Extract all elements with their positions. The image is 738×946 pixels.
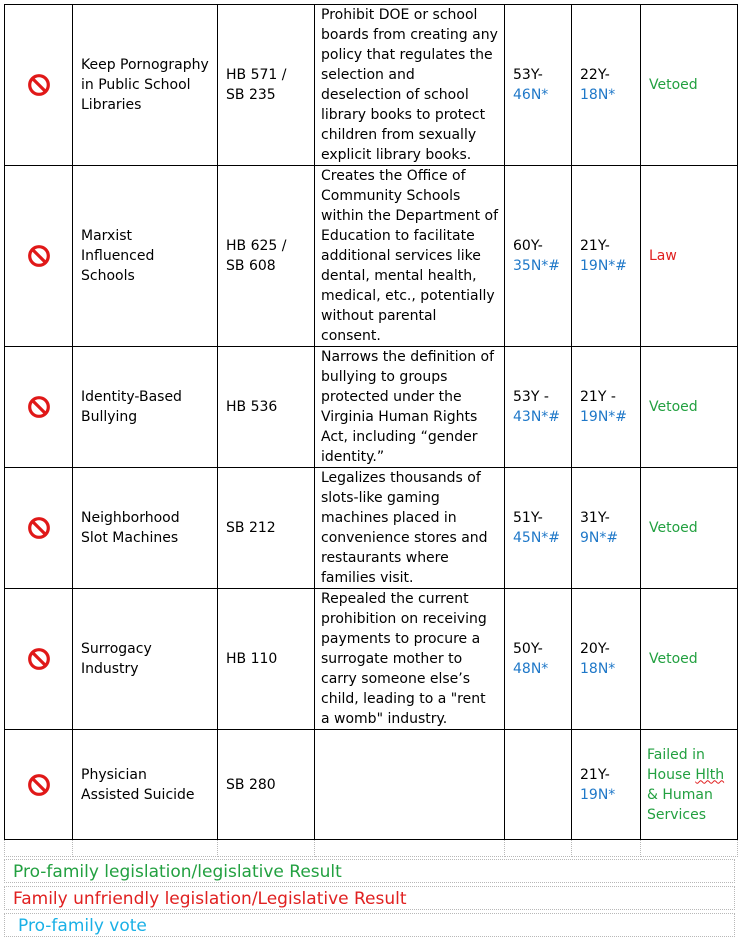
table-row xyxy=(5,5,738,166)
prohibited-icon xyxy=(5,5,73,166)
house-no: 35N*# xyxy=(513,258,561,274)
senate-yes: 21Y- xyxy=(580,238,610,254)
bill-result xyxy=(641,730,738,840)
senate-yes: 21Y- xyxy=(580,766,610,783)
house-yes: 51Y- xyxy=(513,510,543,526)
house-no: 43N*# xyxy=(513,409,561,425)
house-yes: 60Y- xyxy=(513,238,543,254)
senate-yes: 21Y - xyxy=(580,389,616,405)
bill-number: HB 110 xyxy=(218,589,315,730)
legend-pro-family-vote: Pro-family vote xyxy=(4,913,735,937)
bill-title: Physician Assisted Suicide xyxy=(73,730,218,840)
table-row xyxy=(5,589,738,730)
bill-title: Keep Pornography in Public School Libraries xyxy=(73,5,218,166)
senate-vote xyxy=(572,5,641,166)
table-row xyxy=(5,468,738,589)
senate-vote xyxy=(572,589,641,730)
house-vote xyxy=(505,730,572,840)
bill-description: Creates the Office of Community Schools within the Department of Education to facilitate additional services like dental, mental health, medical, etc., potentially without parental consent. xyxy=(315,166,505,347)
bill-title: Surrogacy Industry xyxy=(73,589,218,730)
prohibited-icon xyxy=(5,347,73,468)
house-vote xyxy=(505,589,572,730)
prohibited-icon xyxy=(5,166,73,347)
table-row xyxy=(5,347,738,468)
result-line-2b: Hlth xyxy=(695,766,725,783)
senate-no: 9N*# xyxy=(580,530,619,546)
bill-number: SB 212 xyxy=(218,468,315,589)
result-line-1: Failed in xyxy=(647,746,705,763)
senate-vote xyxy=(572,347,641,468)
house-vote xyxy=(505,347,572,468)
bill-title: Neighborhood Slot Machines xyxy=(73,468,218,589)
bill-description xyxy=(315,730,505,840)
senate-no: 18N* xyxy=(580,661,616,677)
house-vote xyxy=(505,5,572,166)
table-row xyxy=(5,166,738,347)
house-no: 45N*# xyxy=(513,530,561,546)
bill-result: Vetoed xyxy=(641,347,738,468)
bill-result: Vetoed xyxy=(641,589,738,730)
prohibited-icon xyxy=(5,589,73,730)
bill-title: Identity-Based Bullying xyxy=(73,347,218,468)
house-vote xyxy=(505,468,572,589)
legend-family-unfriendly: Family unfriendly legislation/Legislative Result xyxy=(4,886,735,910)
prohibited-icon xyxy=(5,468,73,589)
house-no: 46N* xyxy=(513,87,549,103)
bill-description: Repealed the current prohibition on receiving payments to procure a surrogate mother to carry someone else’s child, leading to a "rent a womb" industry. xyxy=(315,589,505,730)
bill-number: SB 280 xyxy=(218,730,315,840)
bill-description: Prohibit DOE or school boards from creating any policy that regulates the selection and deselection of school library books to protect children from sexually explicit library books. xyxy=(315,5,505,166)
senate-vote xyxy=(572,166,641,347)
senate-no: 19N* xyxy=(580,786,616,803)
spacer-row xyxy=(5,840,738,857)
bills-table xyxy=(4,4,738,857)
bill-result: Vetoed xyxy=(641,468,738,589)
bill-number: HB 536 xyxy=(218,347,315,468)
senate-no: 19N*# xyxy=(580,258,628,274)
senate-yes: 20Y- xyxy=(580,641,610,657)
bill-result: Law xyxy=(641,166,738,347)
senate-yes: 31Y- xyxy=(580,510,610,526)
house-vote xyxy=(505,166,572,347)
house-no: 48N* xyxy=(513,661,549,677)
bill-description: Legalizes thousands of slots-like gaming machines placed in convenience stores and restaurants where families visit. xyxy=(315,468,505,589)
senate-vote xyxy=(572,730,641,840)
bill-result: Vetoed xyxy=(641,5,738,166)
bill-title: Marxist Influenced Schools xyxy=(73,166,218,347)
senate-no: 18N* xyxy=(580,87,616,103)
legend-pro-family: Pro-family legislation/legislative Result xyxy=(4,859,735,883)
senate-no: 19N*# xyxy=(580,409,628,425)
result-line-4: Services xyxy=(647,806,707,823)
senate-vote xyxy=(572,468,641,589)
bill-description: Narrows the definition of bullying to groups protected under the Virginia Human Rights Act, including “gender identity.” xyxy=(315,347,505,468)
result-line-2a: House xyxy=(647,766,696,783)
table-row xyxy=(5,730,738,840)
house-yes: 53Y- xyxy=(513,67,543,83)
result-line-3: & Human xyxy=(647,786,713,803)
senate-yes: 22Y- xyxy=(580,67,610,83)
house-yes: 53Y - xyxy=(513,389,549,405)
prohibited-icon xyxy=(5,730,73,840)
house-yes: 50Y- xyxy=(513,641,543,657)
bill-number: HB 571 / SB 235 xyxy=(218,5,315,166)
bill-number: HB 625 / SB 608 xyxy=(218,166,315,347)
